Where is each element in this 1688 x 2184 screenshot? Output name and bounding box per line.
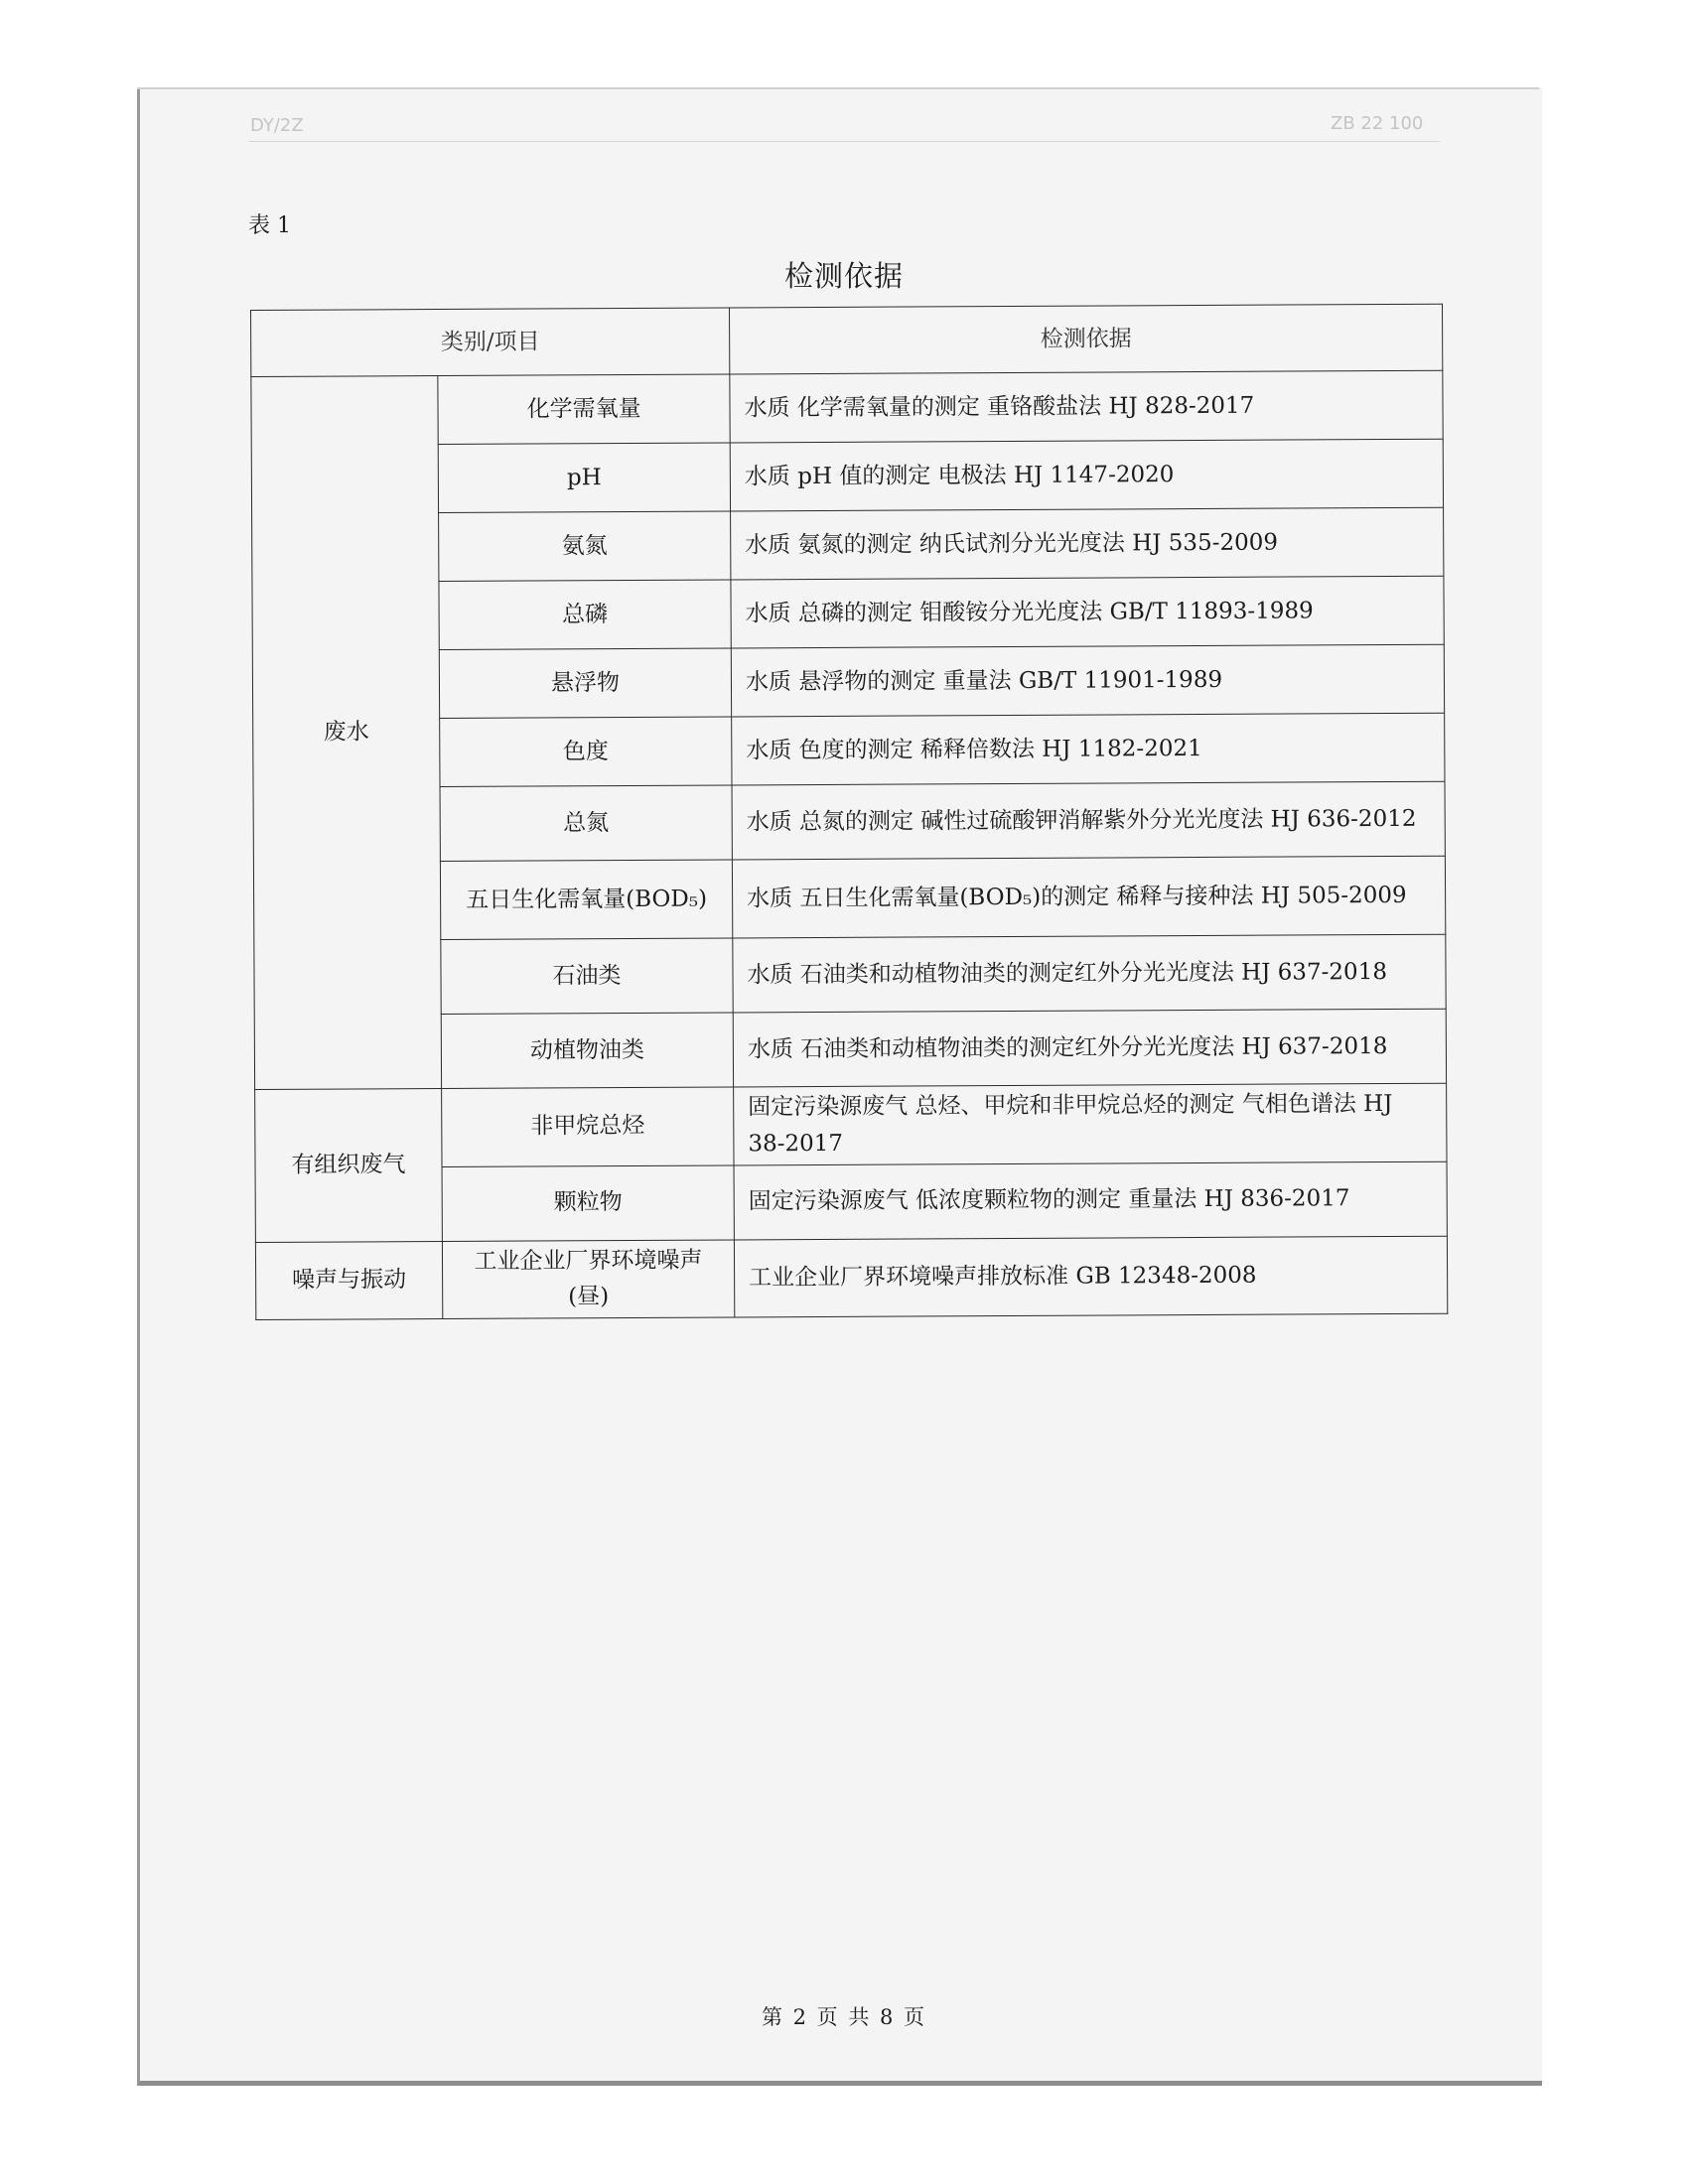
- item-cell: 化学需氧量: [438, 374, 730, 445]
- category-organized-gas: 有组织废气: [255, 1089, 443, 1243]
- page-title: 检测依据: [783, 259, 904, 293]
- basis-cell: 水质 悬浮物的测定 重量法 GB/T 11901-1989: [731, 644, 1444, 717]
- basis-cell: 水质 化学需氧量的测定 重铬酸盐法 HJ 828-2017: [730, 370, 1443, 443]
- table-row: [251, 370, 1443, 445]
- item-cell: 氨氮: [439, 511, 731, 582]
- category-noise: 噪声与振动: [255, 1241, 442, 1320]
- basis-cell: 水质 总磷的测定 钼酸铵分光光度法 GB/T 11893-1989: [731, 576, 1444, 648]
- basis-cell: 水质 氨氮的测定 纳氏试剂分光光度法 HJ 535-2009: [731, 507, 1444, 580]
- table-row: [255, 1236, 1447, 1320]
- item-cell: pH: [438, 443, 730, 513]
- column-header-basis: 检测依据: [729, 304, 1442, 374]
- basis-cell: 水质 石油类和动植物油类的测定红外分光光度法 HJ 637-2018: [733, 1009, 1446, 1087]
- basis-cell: 水质 色度的测定 稀释倍数法 HJ 1182-2021: [732, 713, 1445, 785]
- table-header-row: [251, 304, 1443, 376]
- item-cell: 总氮: [440, 785, 732, 862]
- table-row: [255, 1083, 1447, 1167]
- header-right-code: ZB 22 100: [1331, 113, 1424, 134]
- basis-cell: 水质 pH 值的测定 电极法 HJ 1147-2020: [730, 439, 1443, 511]
- header-rule: [248, 141, 1440, 142]
- item-cell: 颗粒物: [442, 1165, 734, 1242]
- basis-cell: 水质 五日生化需氧量(BOD₅)的测定 稀释与接种法 HJ 505-2009: [732, 856, 1445, 938]
- sheet-top-edge: [137, 87, 1539, 89]
- item-cell: 色度: [440, 717, 732, 787]
- column-header-category: 类别/项目: [251, 308, 730, 377]
- item-cell: 五日生化需氧量(BOD₅): [440, 860, 732, 940]
- page-number: 第 2 页 共 8 页: [761, 2005, 927, 2029]
- item-cell: 石油类: [441, 938, 733, 1015]
- item-cell: 非甲烷总烃: [442, 1087, 734, 1166]
- item-cell: 总磷: [439, 580, 731, 650]
- basis-cell: 工业企业厂界环境噪声排放标准 GB 12348-2008: [734, 1236, 1447, 1317]
- item-cell: 工业企业厂界环境噪声(昼): [442, 1240, 734, 1319]
- header-left-code: DY/2Z: [250, 115, 304, 136]
- detection-basis-table: [250, 304, 1448, 1320]
- basis-cell: 固定污染源废气 总烃、甲烷和非甲烷总烃的测定 气相色谱法 HJ 38-2017: [734, 1083, 1447, 1164]
- category-wastewater: 废水: [251, 376, 442, 1090]
- item-cell: 悬浮物: [439, 648, 731, 719]
- table-label: 表 1: [248, 213, 291, 238]
- basis-cell: 水质 石油类和动植物油类的测定红外分光光度法 HJ 637-2018: [733, 934, 1446, 1013]
- basis-cell: 固定污染源废气 低浓度颗粒物的测定 重量法 HJ 836-2017: [734, 1161, 1447, 1240]
- basis-cell: 水质 总氮的测定 碱性过硫酸钾消解紫外分光光度法 HJ 636-2012: [732, 781, 1445, 860]
- item-cell: 动植物油类: [441, 1013, 733, 1089]
